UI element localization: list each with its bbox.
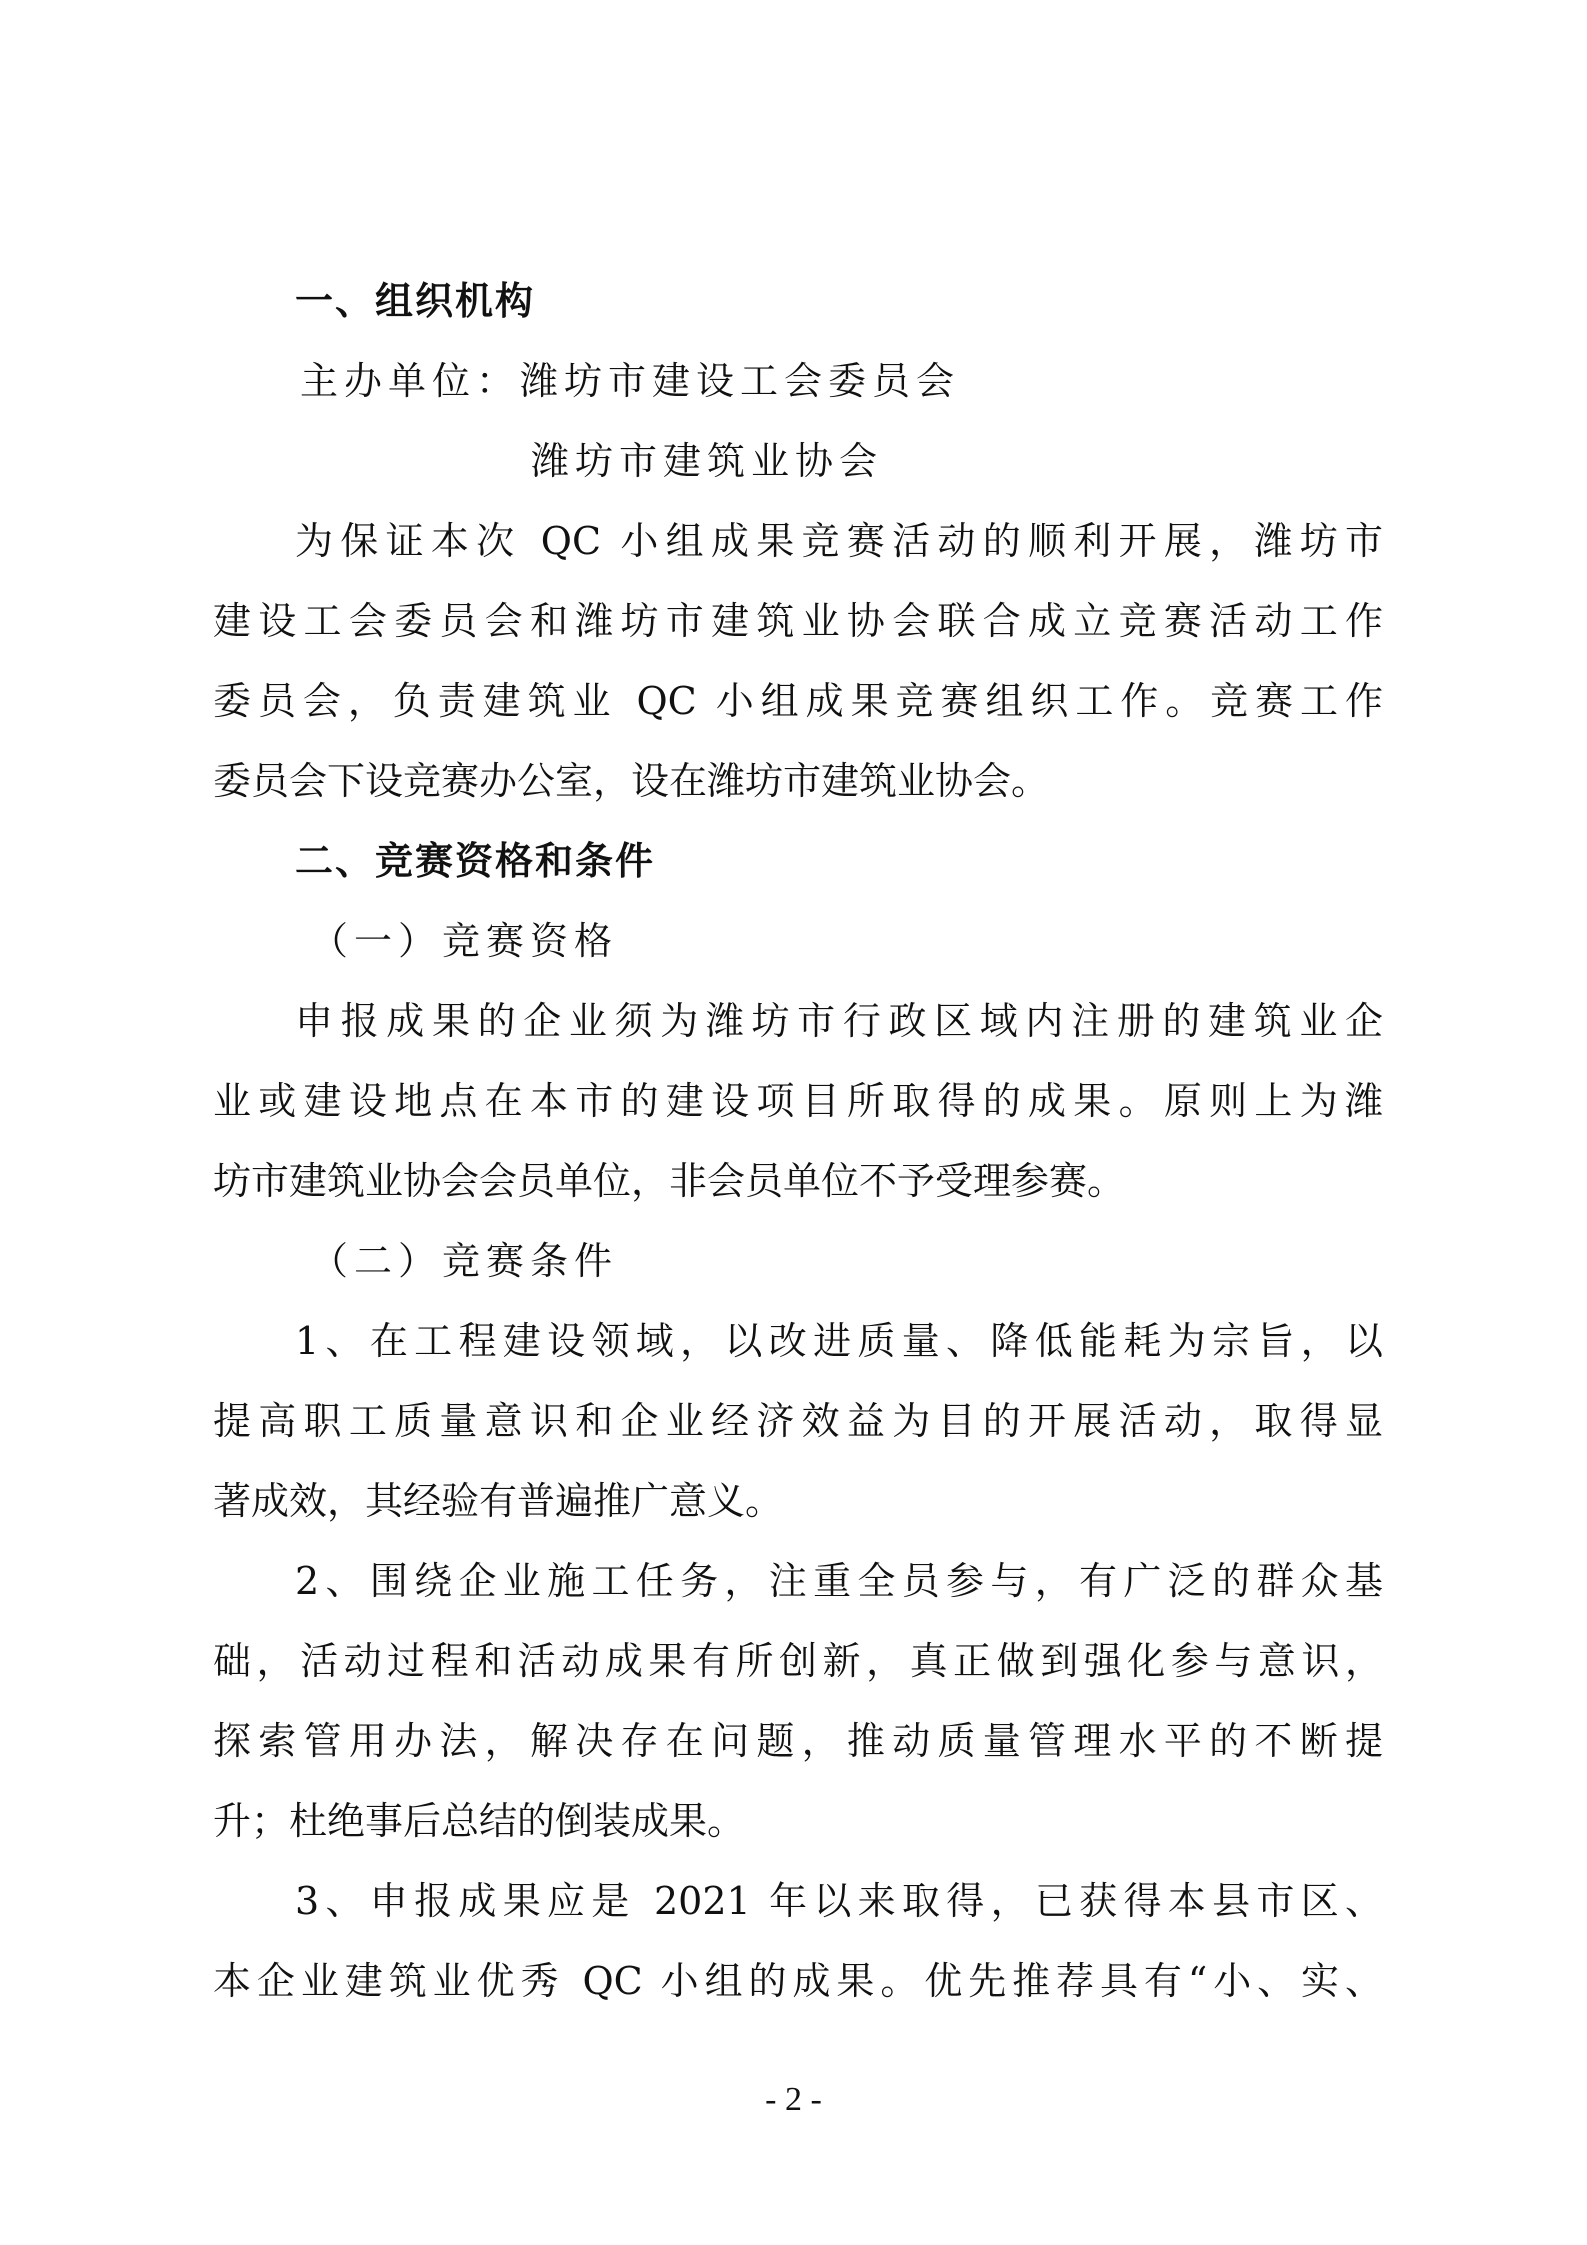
paragraph-line: 为保证本次 QC 小组成果竞赛活动的顺利开展，潍坊市 — [295, 519, 1383, 563]
subsection-heading-2: （二）竞赛条件 — [310, 1239, 619, 1283]
paragraph-line: 1、在工程建设领域，以改进质量、降低能耗为宗旨，以 — [295, 1319, 1383, 1363]
page-number: - 2 - — [765, 2081, 822, 2118]
paragraph-line: 著成效，其经验有普遍推广意义。 — [213, 1479, 784, 1523]
paragraph-line: 业或建设地点在本市的建设项目所取得的成果。原则上为潍 — [213, 1079, 1383, 1123]
paragraph-line: 委员会下设竞赛办公室，设在潍坊市建筑业协会。 — [213, 759, 1050, 803]
organizer-line-2: 潍坊市建筑业协会 — [531, 439, 884, 483]
section-heading-1: 一、组织机构 — [295, 279, 536, 323]
paragraph-line: 2、围绕企业施工任务，注重全员参与，有广泛的群众基 — [295, 1559, 1383, 1603]
paragraph-line: 委员会，负责建筑业 QC 小组成果竞赛组织工作。竞赛工作 — [213, 679, 1383, 723]
paragraph-line: 3、申报成果应是 2021 年以来取得，已获得本县市区、 — [295, 1879, 1383, 1923]
organizer-line: 主办单位：潍坊市建设工会委员会 — [300, 359, 961, 403]
paragraph-line: 建设工会委员会和潍坊市建筑业协会联合成立竞赛活动工作 — [213, 599, 1383, 643]
paragraph-line: 探索管用办法，解决存在问题，推动质量管理水平的不断提 — [213, 1719, 1383, 1763]
paragraph-line: 申报成果的企业须为潍坊市行政区域内注册的建筑业企 — [295, 999, 1383, 1043]
paragraph-line: 本企业建筑业优秀 QC 小组的成果。优先推荐具有“小、实、 — [213, 1959, 1383, 2003]
section-heading-2: 二、竞赛资格和条件 — [295, 839, 656, 883]
paragraph-line: 提高职工质量意识和企业经济效益为目的开展活动，取得显 — [213, 1399, 1383, 1443]
paragraph-line: 坊市建筑业协会会员单位，非会员单位不予受理参赛。 — [213, 1159, 1126, 1203]
subsection-heading-1: （一）竞赛资格 — [310, 919, 619, 963]
paragraph-line: 升；杜绝事后总结的倒装成果。 — [213, 1799, 746, 1843]
paragraph-line: 础，活动过程和活动成果有所创新，真正做到强化参与意识， — [213, 1639, 1383, 1683]
